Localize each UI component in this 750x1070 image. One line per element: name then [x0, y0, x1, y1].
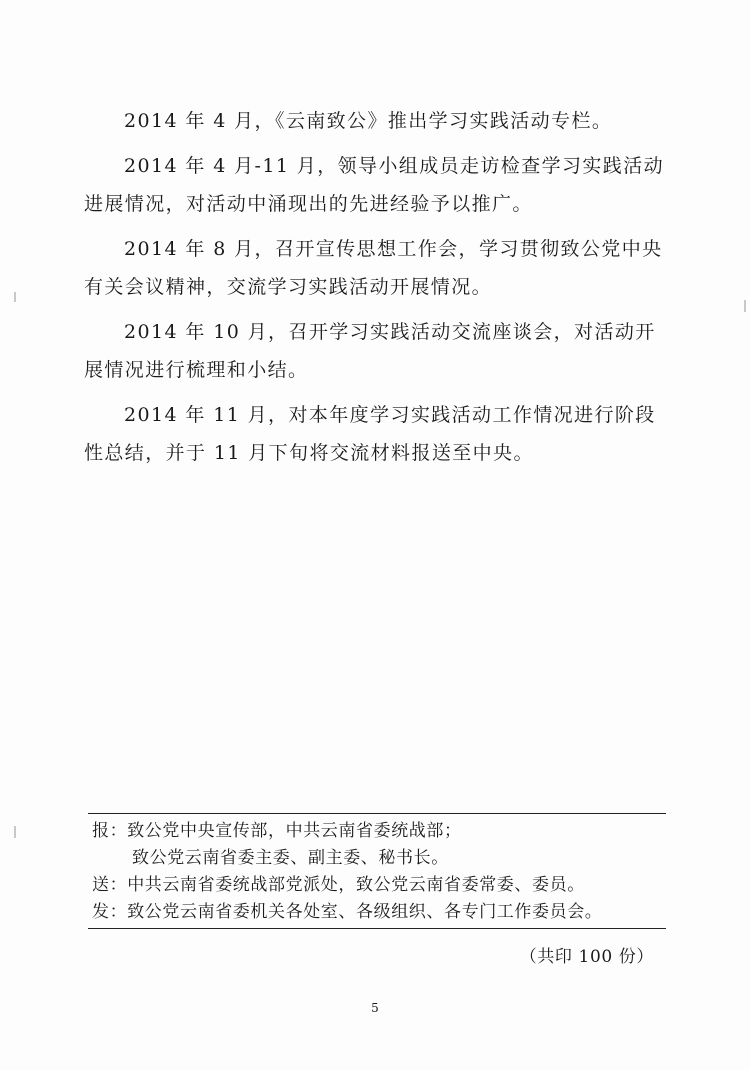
paragraph-2014-april-column: 2014 年 4 月，《云南致公》推出学习实践活动专栏。 — [124, 110, 613, 132]
issue-label: 发： — [92, 902, 128, 922]
paragraph-2014-april-november-inspection: 2014 年 4 月-11 月，领导小组成员走访检查学习实践活动进展情况，对活动中涌现出的先进经验予以推广。 — [84, 155, 664, 215]
paragraph-2014-october-symposium: 2014 年 10 月，召开学习实践活动交流座谈会，对活动开展情况进行梳理和小结。 — [84, 321, 656, 381]
send-label: 送： — [92, 875, 128, 895]
send-recipients: 中共云南省委统战部党派处，致公党云南省委常委、委员。 — [127, 875, 585, 895]
scan-edge-mark — [744, 300, 746, 312]
print-copies-note: （共印 100 份） — [519, 947, 654, 967]
report-recipients-line2: 致公党云南省委主委、副主委、秘书长。 — [132, 848, 449, 868]
scan-binding-mark-lower — [14, 826, 16, 838]
distribution-send-line — [92, 872, 672, 899]
paragraph-2014-november-summary: 2014 年 11 月，对本年度学习实践活动工作情况进行阶段性总结，并于 11 月下旬将交流材料报送至中央。 — [84, 404, 656, 464]
report-label: 报： — [92, 821, 128, 841]
distribution-issue-line — [92, 899, 672, 926]
scan-binding-mark — [14, 292, 16, 302]
page-number: 5 — [371, 1001, 379, 1015]
report-recipients-line1: 致公党中央宣传部，中共云南省委统战部； — [127, 821, 462, 841]
distribution-bottom-rule — [88, 928, 666, 929]
distribution-top-rule — [88, 813, 666, 814]
paragraph-2014-august-meeting: 2014 年 8 月，召开宣传思想工作会，学习贯彻致公党中央有关会议精神，交流学习实践活动开展情况。 — [84, 238, 663, 298]
issue-recipients: 致公党云南省委机关各处室、各级组织、各专门工作委员会。 — [127, 902, 603, 922]
distribution-report-line — [92, 818, 672, 845]
